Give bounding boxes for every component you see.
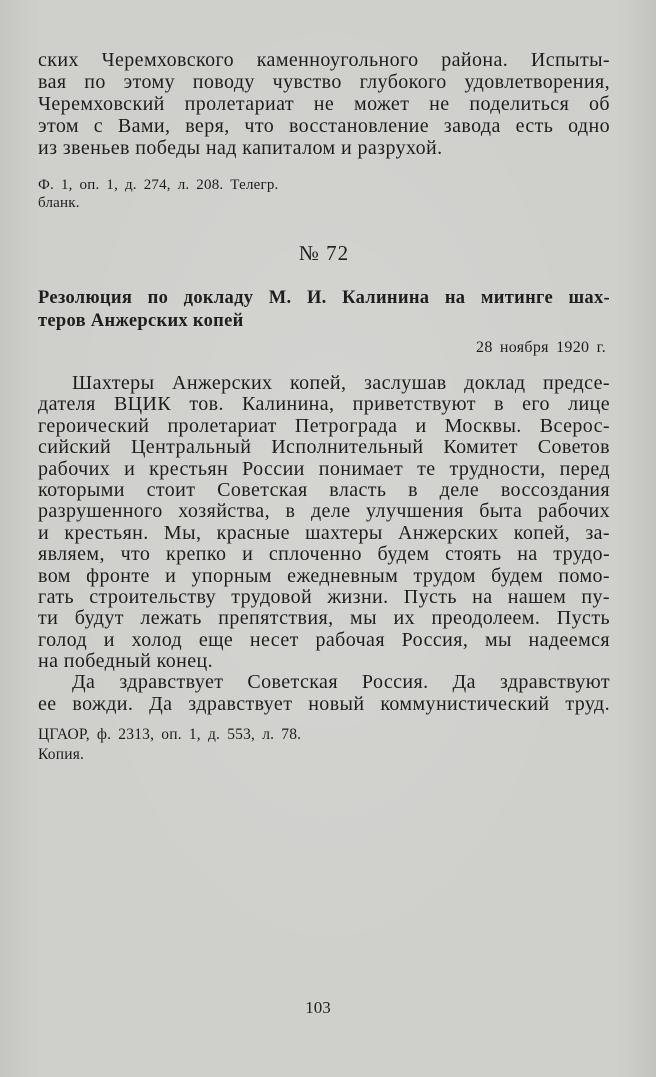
text-line: Черемховский пролетариат не может не поделиться об [38,93,610,115]
text-line: героический пролетариат Петрограда и Москвы. Всерос- [38,414,610,437]
text-line: вом фронте и упорным ежедневным трудом будем помо- [38,564,610,587]
text-line: ских Черемховского каменноугольного района. Испыты- [38,49,610,71]
text-line: являем, что крепко и сплоченно будем стоять на трудо- [38,543,610,566]
text-line: ти будут лежать препятствия, мы их преодолеем. Пусть [38,607,610,630]
source-note-line: Копия. [38,746,85,763]
source-note-line: ЦГАОР, ф. 2313, оп. 1, д. 553, л. 78. [38,726,302,743]
text-line: из звеньев победы над капиталом и разрухой. [38,137,443,159]
title-line: Резолюция по докладу М. И. Калинина на митинге шах- [38,288,610,308]
text-line: вая по этому поводу чувство глубокого удовлетворения, [38,71,610,93]
text-line: этом с Вами, веря, что восстановление завода есть одно [38,115,610,137]
text-line: ее вожди. Да здравствует новый коммунистический труд. [38,692,610,715]
text-line: сийский Центральный Исполнительный Комитет Советов [38,436,610,459]
text-line: на победный конец. [38,650,214,673]
continuation-paragraph [38,49,610,159]
text-line: Да здравствует Советская Россия. Да здравствуют [72,671,610,694]
text-line: гать строительству трудовой жизни. Пусть на нашем пу- [38,585,610,608]
archive-source-note [38,176,610,212]
archive-source-note [38,725,610,765]
document-title [38,287,610,332]
resolution-body [38,373,610,715]
text-line: и крестьян. Мы, красные шахтеры Анжерских копей, за- [38,521,610,544]
text-line: Шахтеры Анжерских копей, заслушав доклад предсе- [72,372,610,394]
source-note-line: Ф. 1, оп. 1, д. 274, л. 208. Телегр. [38,177,279,193]
document-number: № 72 [298,241,350,265]
text-line: рабочих и крестьян России понимает те трудности, перед [38,457,610,480]
document-date: 28 ноября 1920 г. [476,339,606,356]
source-note-line: бланк. [38,195,80,211]
text-line: разрушенного хозяйства, в деле улучшения быта рабочих [38,500,610,523]
page-number: 103 [305,998,331,1017]
title-line: теров Анжерских копей [38,310,244,331]
text-line: которыми стоит Советская власть в деле воссоздания [38,478,610,501]
text-line: дателя ВЦИК тов. Калинина, приветствуют в его лице [38,393,610,416]
text-line: голод и холод еще несет рабочая Россия, мы надеемся [38,628,610,651]
